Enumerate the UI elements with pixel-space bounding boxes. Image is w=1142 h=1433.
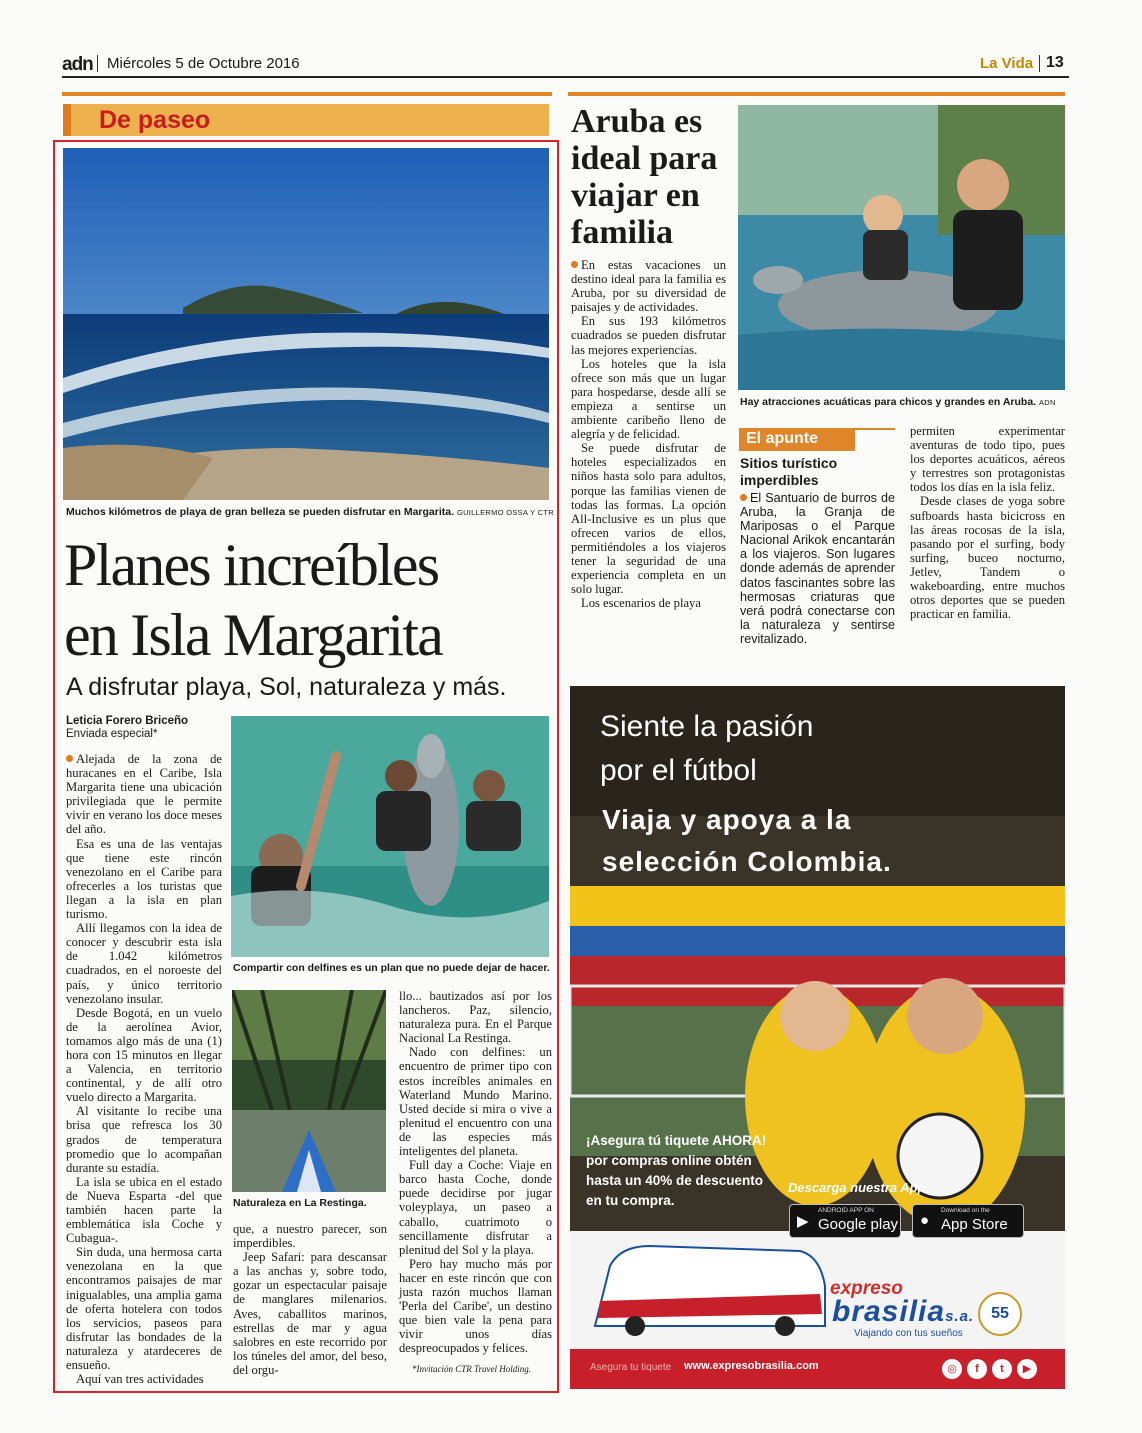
- dolphin-swim-photo: [231, 716, 549, 957]
- aruba-dolphin-photo: [738, 105, 1065, 390]
- section-name: La Vida: [980, 55, 1034, 72]
- brand-slogan: Viajando con tus sueños: [854, 1328, 963, 1339]
- bullet-icon: [740, 494, 747, 501]
- subheadline: A disfrutar playa, Sol, naturaleza y más.: [66, 673, 507, 701]
- paragraph: Nado con delfines: un encuentro de primer tipo con estos increíbles animales en Waterland Mundo Marino. Usted decide si mira o vive a plenitud el encuentro con una de las especies más inteligentes del planeta.: [399, 1045, 552, 1159]
- header-separator: [97, 55, 98, 72]
- aruba-headline: Aruba es ideal para viajar en familia: [571, 103, 718, 251]
- caption-text: Hay atracciones acuáticas para chicos y grandes en Aruba.: [740, 396, 1037, 408]
- ad-tagline-4: selección Colombia.: [602, 846, 892, 877]
- facebook-icon[interactable]: f: [967, 1359, 987, 1379]
- apunte-label: El apunte: [746, 430, 819, 447]
- paragraph: que, a nuestro parecer, son imperdibles.: [233, 1222, 387, 1251]
- main-photo-caption: [66, 506, 556, 519]
- badge-small-text: ANDROID APP ON: [818, 1207, 874, 1214]
- paragraph: Desde Bogotá, en un vuelo de la aerolínea Avior, tomamos algo más de una (1) hora con 15 minutos en llegar a Valencia, en territorio continental, y de allí otro vuelo directo a Margarita.: [66, 1005, 222, 1105]
- aruba-column-1: [571, 258, 726, 610]
- expreso-brasilia-ad: [570, 686, 1065, 1389]
- header-rule: [62, 76, 1069, 78]
- youtube-icon[interactable]: ▶: [1017, 1359, 1037, 1379]
- dolphin-photo-caption: Compartir con delfines es un plan que no puede dejar de hacer.: [233, 962, 550, 974]
- play-icon: ▶: [797, 1213, 809, 1230]
- header-separator: [1039, 55, 1040, 72]
- issue-date: Miércoles 5 de Octubre 2016: [107, 55, 300, 72]
- bullet-icon: [66, 755, 73, 762]
- section-kicker: [63, 104, 549, 136]
- badge-small-text: Download on the: [941, 1207, 990, 1214]
- kicker-label: De paseo: [99, 106, 211, 134]
- publication-logo: adn: [62, 54, 93, 75]
- headline-line: en Isla Margarita: [64, 602, 443, 668]
- ad-tagline-1: Siente la pasión: [600, 710, 814, 743]
- paragraph: permiten experimentar aventuras de todo tipo, pues los deportes acuáticos, aéreos y terrestres son protagonistas todos los días en la isla feliz.: [910, 424, 1065, 495]
- apunte-text: [740, 491, 895, 646]
- byline: [66, 715, 226, 741]
- paragraph: Jeep Safari: para descansar a las anchas y, sobre todo, gozar un espectacular paisaje de manglares milenarios. Aves, caballitos marinos, estrellas de mar y agua salobres en este recorrido por los túneles del amor, del beso, del orgu-: [233, 1250, 387, 1377]
- mangrove-photo-caption: Naturaleza en La Restinga.: [233, 1197, 367, 1209]
- ad-tagline-3: Viaja y apoya a la: [602, 804, 852, 835]
- headline: [64, 530, 442, 670]
- paragraph: Esa es una de las ventajas que tiene este rincón venezolano en el Caribe para ofrecerles a los turistas que llegan a la isla en plan turismo.: [66, 836, 222, 922]
- badge-label: Google play: [818, 1216, 899, 1233]
- aruba-photo-caption: [740, 396, 1070, 409]
- aruba-column-3: [910, 424, 1065, 621]
- paragraph: Full day a Coche: Viaje en barco hasta Coche, donde puede decidirse por jugar voleyplaya, un paseo a caballo, cuatrimoto o sencillamente disfrutar a plenitud del Sol y la playa.: [399, 1158, 552, 1257]
- app-store-badge[interactable]: [912, 1204, 1024, 1238]
- beach-photo: [63, 148, 549, 500]
- author-role: Enviada especial*: [66, 728, 158, 740]
- article-column-2: [233, 1222, 387, 1377]
- paragraph: Se puede disfrutar de hoteles especializados en niños hasta solo para adultos, porque las familias vienen de todas las formas. La opción All-Inclusive es un plus que ofrecen varios de ellos, permitiéndoles a los viajeros tener la seguridad de una experiencia completa en un solo lugar.: [571, 441, 726, 597]
- photo-credit: ADN: [1039, 398, 1056, 407]
- paragraph: En estas vacaciones un destino ideal para la familia es Aruba, por su diversidad de paisajes y de actividades.: [571, 258, 726, 315]
- paragraph: llo... bautizados así por los lancheros. Paz, silencio, naturaleza pura. En el Parque Nacional La Restinga.: [399, 989, 552, 1046]
- paragraph: Los escenarios de playa: [581, 596, 701, 611]
- apple-icon: ●: [920, 1212, 930, 1229]
- twitter-icon[interactable]: t: [992, 1359, 1012, 1379]
- ad-cta: Asegura tu tiquete: [590, 1362, 672, 1373]
- anniversary-badge: 55: [978, 1292, 1022, 1336]
- brand-logo: brasilias.a.: [832, 1295, 975, 1328]
- mangrove-photo: [232, 990, 386, 1192]
- page-number: 13: [1046, 54, 1064, 71]
- brand-prefix: expreso: [830, 1278, 903, 1299]
- paragraph: La isla se ubica en el estado de Nueva Esparta -del que también hacen parte la emblemática isla Coche y Cubagua-.: [66, 1174, 222, 1246]
- paragraph: Alejada de la zona de huracanes en el Caribe, Isla Margarita tiene una ubicación privilegiada que le permite vivir en verano los doce meses del año.: [66, 752, 222, 837]
- caption-text: Muchos kilómetros de playa de gran belleza se pueden disfrutar en Margarita.: [66, 506, 455, 518]
- paragraph: Desde clases de yoga sobre sufboards hasta bicicross en las áreas rocosas de la isla, pasando por el surfing, body surfing, buceo nocturno, Jetlev, Tandem o wakeboarding, entre muchos otros deportes que se pueden practicar en familia.: [910, 494, 1065, 622]
- apunte-rule: [855, 428, 895, 430]
- bullet-icon: [571, 261, 578, 268]
- paragraph: Los hoteles que la isla ofrece son más que un lugar para hospedarse, desde allí se empieza a sentirse un ambiente caribeño lleno de alegría y de felicidad.: [571, 356, 726, 442]
- badge-label: App Store: [941, 1216, 1008, 1233]
- section-strip: [568, 92, 1065, 96]
- apunte-title: Sitios turístico imperdibles: [740, 455, 838, 488]
- ad-tagline-2: por el fútbol: [600, 754, 757, 787]
- photo-credit: GUILLERMO OSSA Y CTR: [456, 508, 554, 517]
- ad-url[interactable]: www.expresobrasilia.com: [684, 1360, 819, 1372]
- article-column-3: [399, 989, 552, 1355]
- section-strip: [62, 92, 552, 96]
- headline-line: Planes increíbles: [64, 532, 439, 598]
- ad-download-label: Descarga nuestra App:: [788, 1180, 930, 1195]
- author-name: Leticia Forero Briceño: [66, 715, 189, 727]
- apunte-label-box: [739, 428, 855, 451]
- paragraph: Al visitante lo recibe una brisa que refresca los 30 grados de temperatura promedio que lo acompañan durante su estadía.: [66, 1104, 222, 1175]
- paragraph: Allí llegamos con la idea de conocer y descubrir esta isla de 1.042 kilómetros cuadrados, en el noroeste del país, y único territorio venezolano insular.: [66, 921, 222, 1006]
- paragraph: El Santuario de burros de Aruba, la Granja de Mariposas o el Parque Nacional Arikok encantarán a los viajeros. Son lugares donde además de aprender datos fascinantes sobre las hermosas criaturas que verá podrá conectarse con la naturaleza y sentirse revitalizado.: [740, 491, 895, 646]
- paragraph: Sin duda, una hermosa carta venezolana en la que encontramos paisajes de mar inigualables, una amplia gama de oferta hotelera con todos los servicios, paseos para disfrutar las bondades de la naturaleza y atardeceres de ensueño.: [66, 1245, 222, 1373]
- instagram-icon[interactable]: ◎: [942, 1359, 962, 1379]
- paragraph: Aquí van tres actividades: [76, 1372, 204, 1387]
- ad-promo-text: ¡Asegura tú tiquete AHORA! por compras online obtén hasta un 40% de descuento en tu compra.: [586, 1133, 767, 1208]
- paragraph: En sus 193 kilómetros cuadrados se pueden disfrutar las mejores experiencias.: [571, 314, 726, 357]
- google-play-badge[interactable]: [789, 1204, 901, 1238]
- article-column-1: [66, 752, 222, 1386]
- paragraph: Pero hay mucho más por hacer en este rincón que con justa razón muchos llaman 'Perla del Caribe', un destino que bien vale la pena para vivir unos días despreocupados y felices.: [399, 1256, 552, 1356]
- invitation-note: *Invitación CTR Travel Holding.: [412, 1364, 531, 1374]
